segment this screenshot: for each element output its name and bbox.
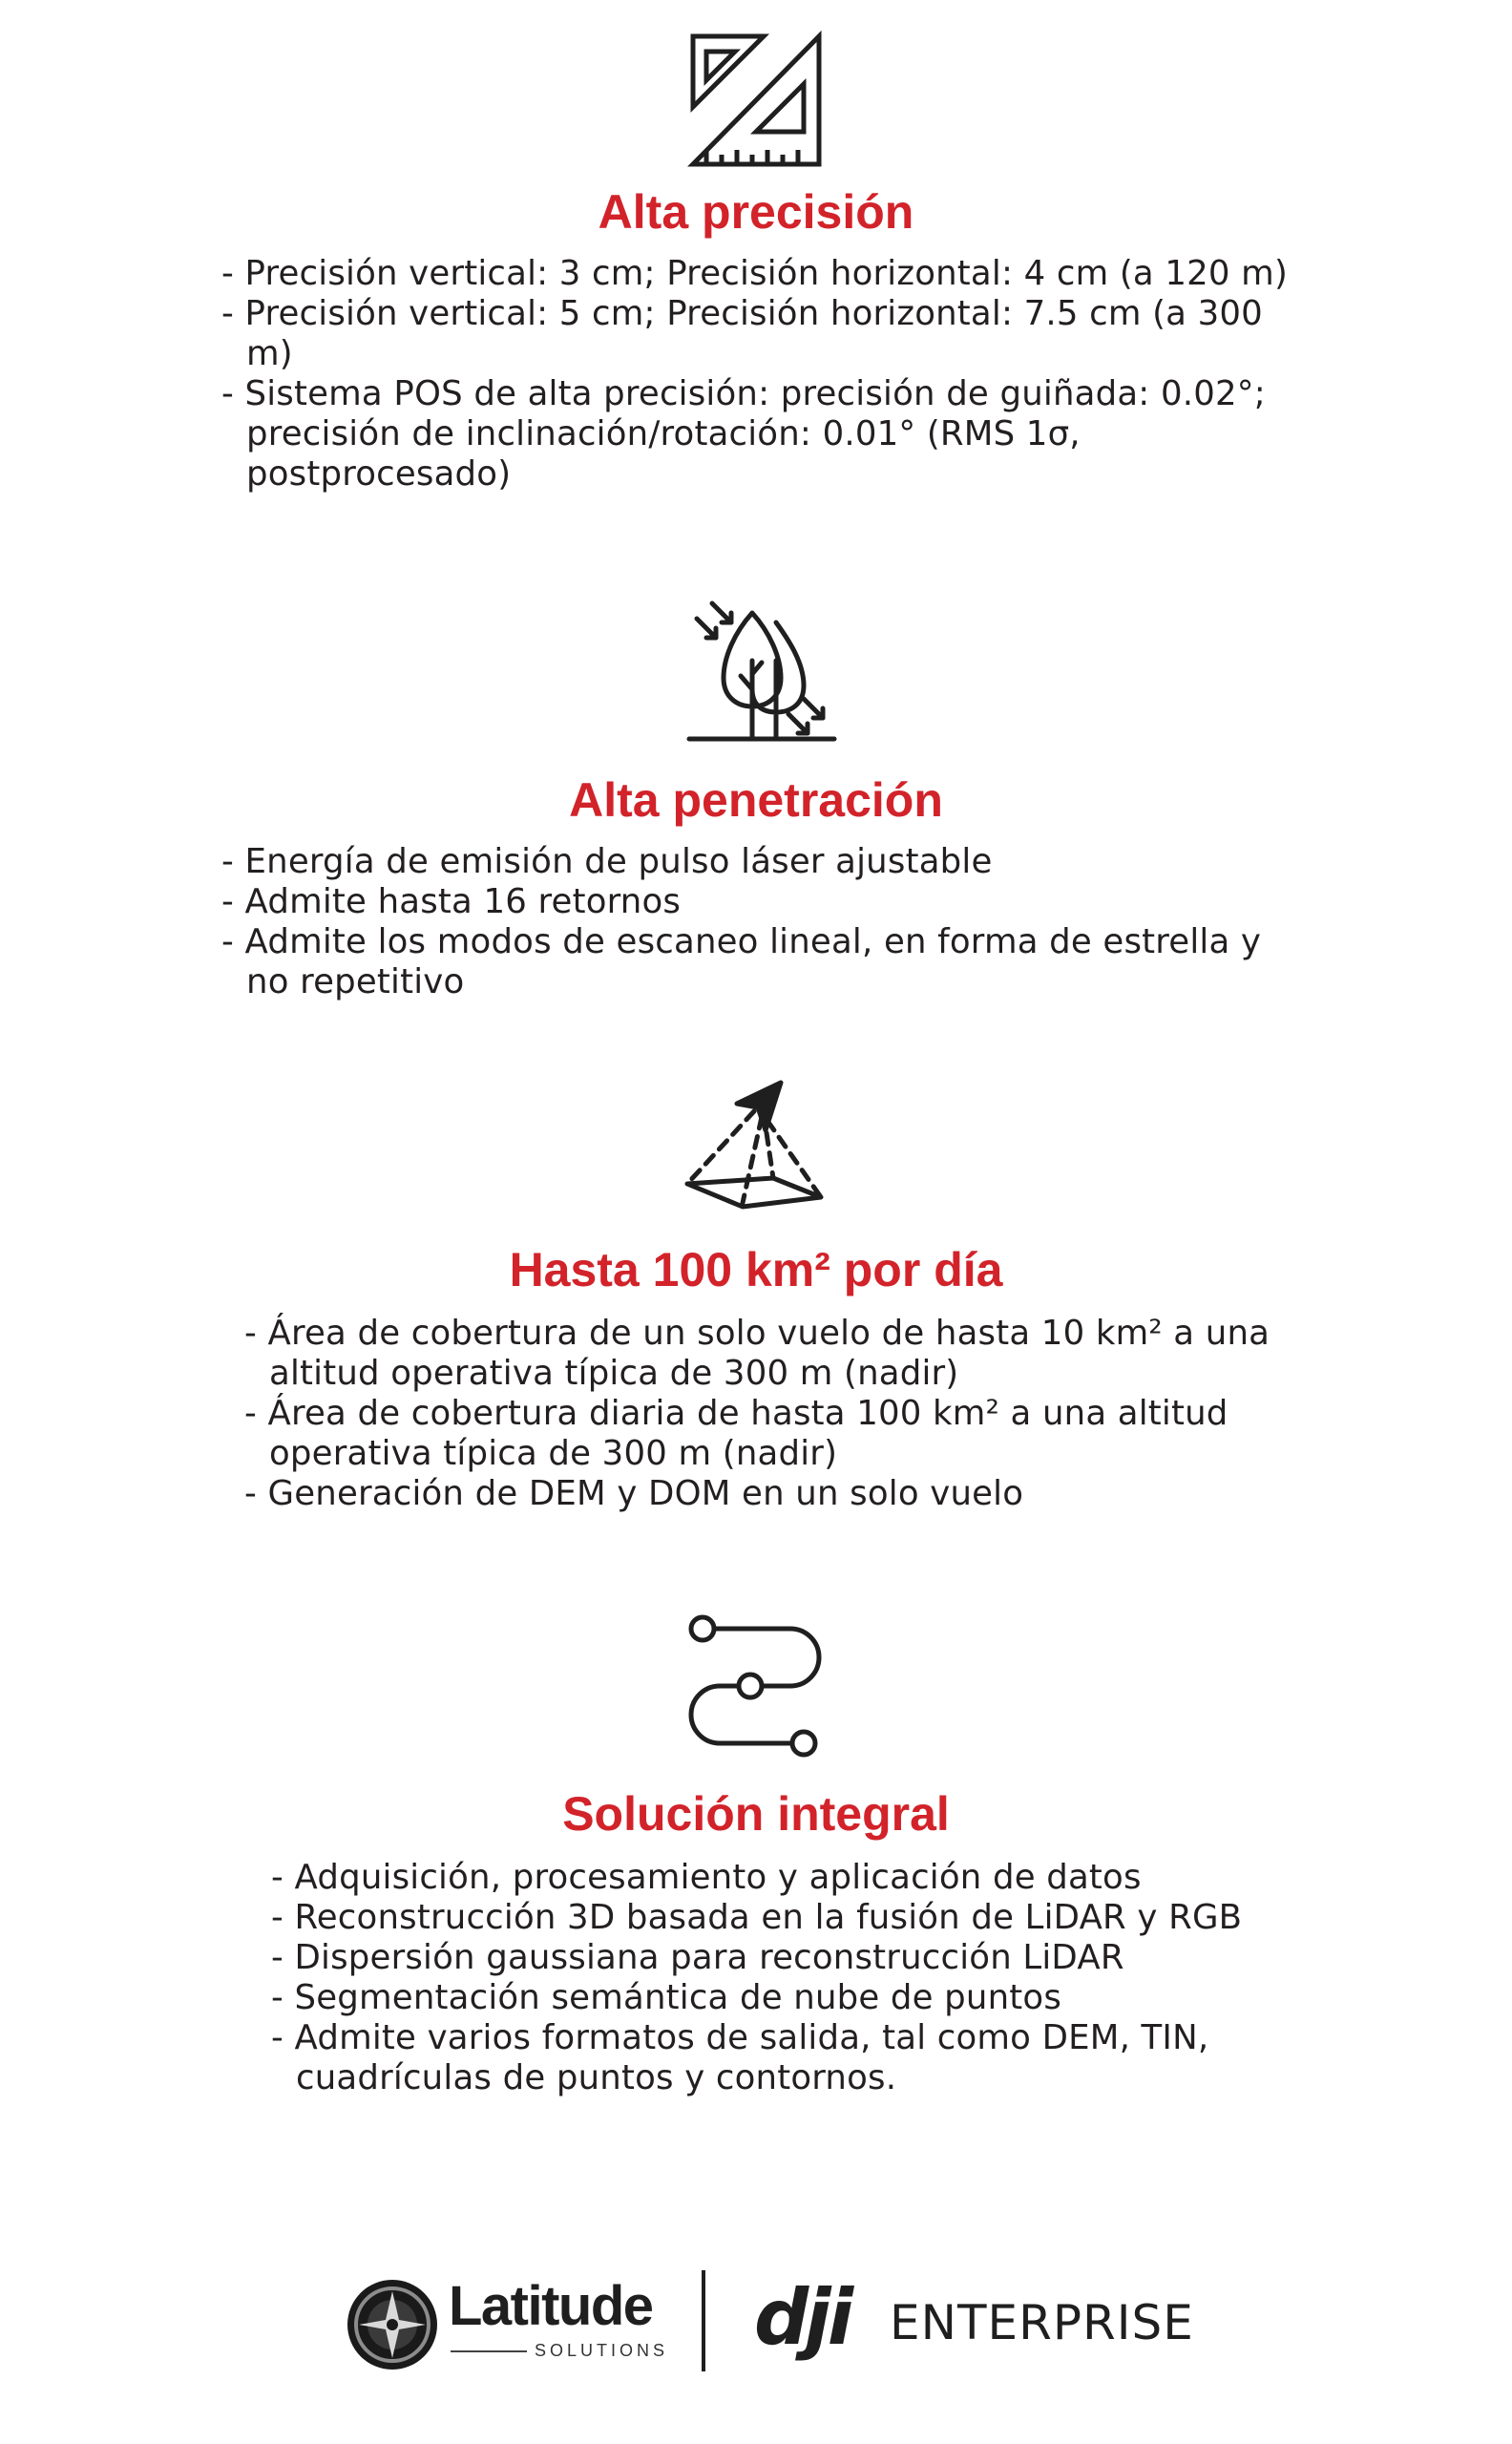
list-item: - Área de cobertura diaria de hasta 100 km² a una altitud operativa típica de 300 m (nadir) bbox=[244, 1394, 1228, 1473]
latitude-underline bbox=[451, 2350, 527, 2352]
bullet-list-solucion-integral bbox=[271, 1858, 1292, 2098]
section-title-solucion-integral: Solución integral bbox=[562, 1787, 950, 1841]
bullet-list-alta-precision bbox=[221, 254, 1310, 495]
list-item: - Sistema POS de alta precisión: precisión de guiñada: 0.02°; precisión de inclinación/rotación: 0.01° (RMS 1σ, postprocesado) bbox=[221, 374, 1266, 494]
list-item: - Admite varios formatos de salida, tal como DEM, TIN, cuadrículas de puntos y contornos. bbox=[271, 2018, 1209, 2097]
route-path-icon bbox=[685, 1613, 829, 1764]
list-item: - Dispersión gaussiana para reconstrucción LiDAR bbox=[271, 1938, 1124, 1977]
latitude-compass-logo-icon bbox=[346, 2278, 439, 2371]
list-item: - Generación de DEM y DOM en un solo vuelo bbox=[244, 1474, 1024, 1513]
list-item: - Área de cobertura de un solo vuelo de hasta 10 km² a una altitud operativa típica de 300 m (nadir) bbox=[244, 1314, 1270, 1393]
bullet-list-alta-penetracion bbox=[221, 842, 1310, 1002]
list-item: - Adquisición, procesamiento y aplicación de datos bbox=[271, 1858, 1142, 1897]
bullet-list-cobertura bbox=[244, 1314, 1304, 1514]
list-item: - Precisión vertical: 3 cm; Precisión horizontal: 4 cm (a 120 m) bbox=[221, 254, 1289, 293]
section-title-cobertura: Hasta 100 km² por día bbox=[509, 1243, 1003, 1296]
latitude-wordmark: Latitude bbox=[449, 2275, 653, 2337]
section-title-alta-precision: Alta precisión bbox=[598, 185, 914, 239]
drone-coverage-pyramid-icon bbox=[678, 1079, 830, 1222]
logo-divider bbox=[702, 2270, 705, 2371]
list-item: - Admite los modos de escaneo lineal, en forma de estrella y no repetitivo bbox=[221, 922, 1262, 1001]
list-item: - Energía de emisión de pulso láser ajustable bbox=[221, 842, 993, 881]
set-square-ruler-icon bbox=[687, 31, 830, 170]
section-title-alta-penetracion: Alta penetración bbox=[569, 773, 943, 827]
latitude-sub: SOLUTIONS bbox=[535, 2341, 669, 2360]
list-item: - Admite hasta 16 retornos bbox=[221, 882, 682, 921]
footer-logos bbox=[0, 2253, 1512, 2387]
list-item: - Precisión vertical: 5 cm; Precisión horizontal: 7.5 cm (a 300 m) bbox=[221, 294, 1263, 373]
list-item: - Segmentación semántica de nube de puntos bbox=[271, 1978, 1062, 2017]
dji-logo: dji bbox=[754, 2273, 850, 2362]
enterprise-wordmark: ENTERPRISE bbox=[890, 2295, 1194, 2350]
trees-penetration-icon bbox=[685, 594, 838, 747]
list-item: - Reconstrucción 3D basada en la fusión de LiDAR y RGB bbox=[271, 1898, 1243, 1937]
